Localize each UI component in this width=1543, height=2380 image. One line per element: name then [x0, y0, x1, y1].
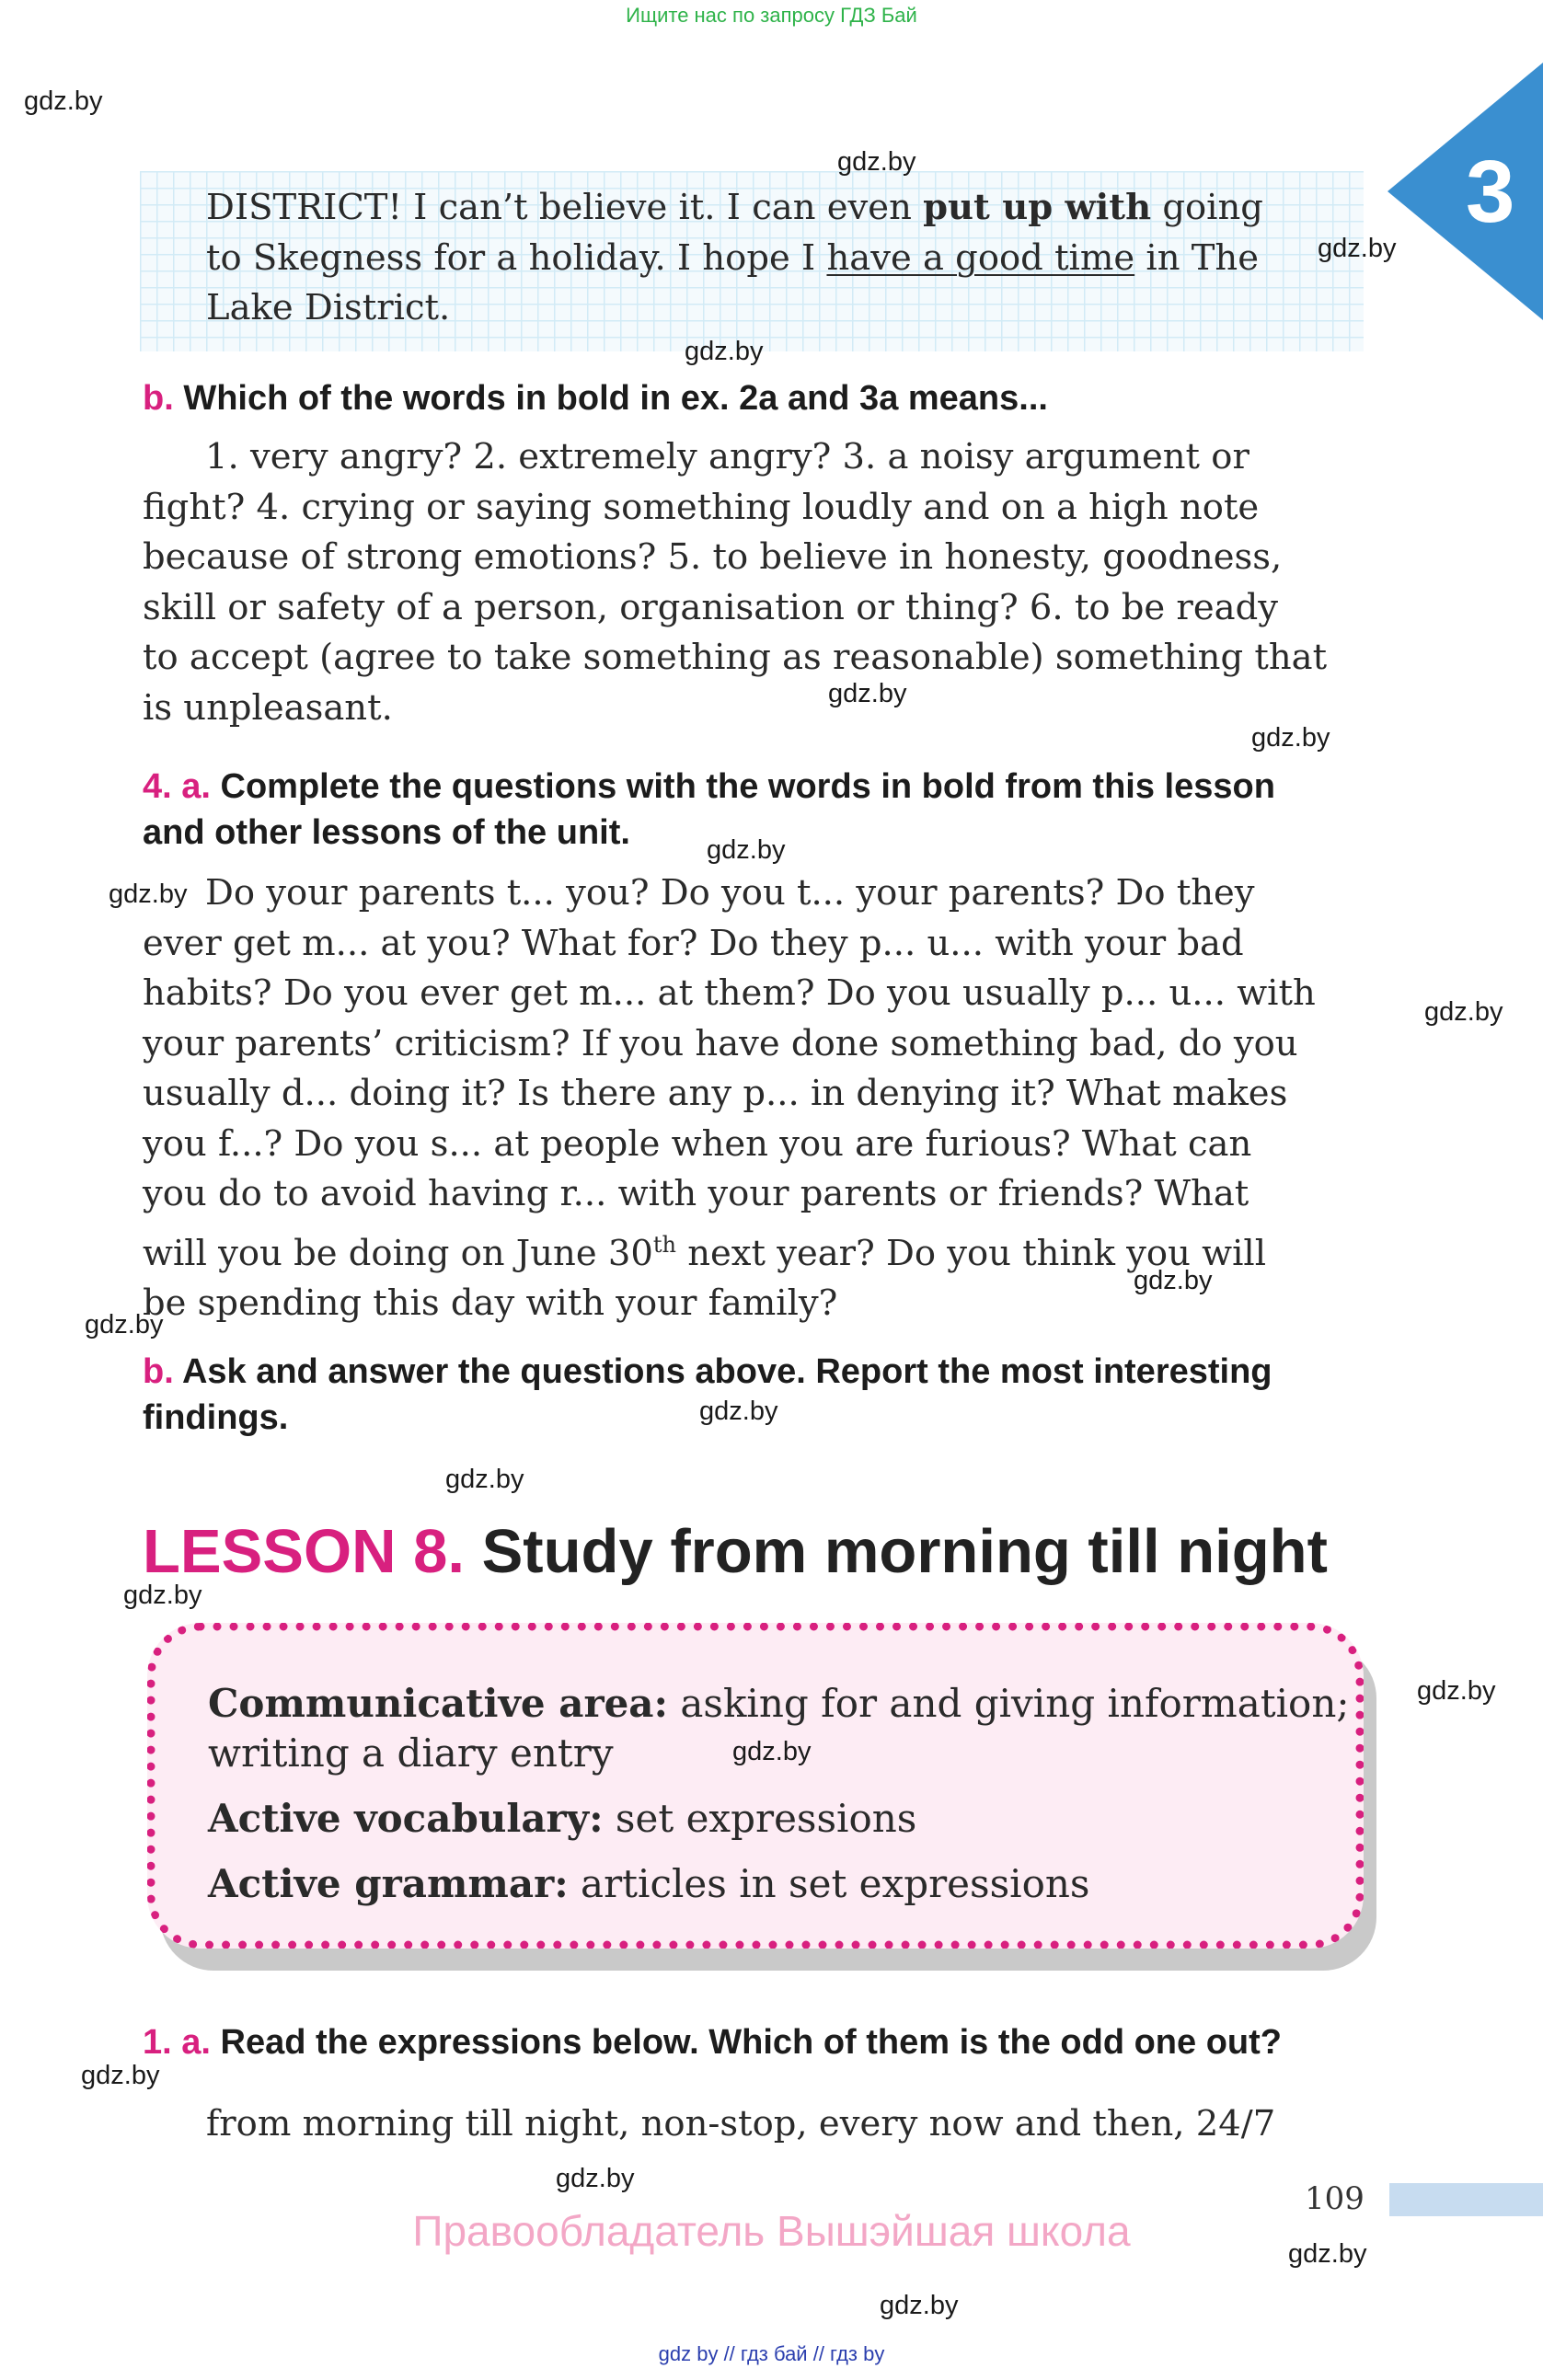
active-vocabulary: Active vocabulary: set expressions — [208, 1796, 917, 1841]
ex4a-line: Do your parents t... you? Do you t... your parents? Do they — [205, 872, 1255, 914]
ex4a-line: your parents’ criticism? If you have done something bad, do you — [143, 1022, 1298, 1064]
ex3b-line: 1. very angry? 2. extremely angry? 3. a noisy argument or — [205, 436, 1249, 477]
ex3b-line: fight? 4. crying or saying something loudly and on a high note — [143, 486, 1260, 528]
watermark: gdz.by — [699, 1397, 778, 1426]
ex1a-instruction: 1. a. Read the expressions below. Which of them is the odd one out? — [143, 2023, 1283, 2062]
watermark: gdz.by — [828, 679, 907, 708]
ex4b-letter: b. — [143, 1352, 174, 1391]
watermark: gdz.by — [837, 147, 916, 177]
ex1a-letter: a. — [181, 2023, 211, 2062]
ex1a-expressions: from morning till night, non-stop, every now and then, 24/7 — [206, 2103, 1276, 2144]
ex3b-letter: b. — [143, 379, 174, 418]
ex3b-line: to accept (agree to take something as reasonable) something that — [143, 637, 1328, 678]
watermark: gdz.by — [1251, 723, 1330, 753]
passage-text — [206, 183, 1263, 334]
watermark: gdz.by — [1424, 997, 1503, 1027]
watermark: gdz.by — [109, 880, 188, 909]
underlined-phrase: have a good time — [826, 236, 1135, 279]
page-number: 109 — [1305, 2180, 1365, 2217]
ex3b-line: because of strong emotions? 5. to believe in honesty, goodness, — [143, 536, 1283, 578]
bold-phrase: put up with — [923, 187, 1152, 228]
lesson-number: LESSON 8. — [143, 1517, 465, 1586]
ex3b-line: skill or safety of a person, organisation or thing? 6. to be ready — [143, 586, 1278, 628]
ex3b-text — [143, 432, 1366, 733]
search-banner[interactable]: Ищите нас по запросу ГДЗ Бай — [626, 4, 917, 27]
passage-line-3: Lake District. — [206, 287, 451, 328]
ex4a-instruction: 4. a. Complete the questions with the words in bold from this lesson and other lessons of the unit. — [143, 767, 1275, 852]
passage-line-1: DISTRICT! I can’t believe it. I can even put up with going — [206, 187, 1263, 228]
ex4a-line: you do to avoid having r... with your parents or friends? What — [143, 1173, 1249, 1214]
ex3b-line: is unpleasant. — [143, 686, 393, 729]
watermark: gdz.by — [685, 337, 764, 366]
watermark: gdz.by — [1134, 1266, 1213, 1295]
watermark: gdz.by — [445, 1465, 524, 1494]
watermark: gdz.by — [1417, 1676, 1496, 1706]
ex4a-line: usually d... doing it? Is there any p... in denying it? What makes — [143, 1073, 1288, 1114]
superscript-th: th — [652, 1231, 676, 1258]
lesson-name: Study from morning till night — [481, 1517, 1328, 1586]
watermark: gdz.by — [556, 2164, 635, 2193]
ex4a-text — [143, 868, 1376, 1328]
communicative-area-cont: writing a diary entry — [208, 1730, 614, 1776]
ex4a-line: will you be doing on June 30th next year? Do you think you will — [143, 1231, 1267, 1274]
ex4a-number: 4. — [143, 767, 172, 806]
watermark: gdz.by — [85, 1310, 164, 1339]
chapter-tab — [1388, 63, 1543, 320]
watermark: gdz.by — [81, 2061, 160, 2090]
communicative-area: Communicative area: asking for and giving information; — [208, 1681, 1350, 1726]
watermark: gdz.by — [24, 86, 103, 116]
ex4a-line: be spending this day with your family? — [143, 1282, 838, 1324]
ex4b-instruction: b. Ask and answer the questions above. Report the most interesting findings. — [143, 1352, 1272, 1437]
lesson-title — [143, 1516, 1328, 1587]
lesson-objectives-text — [208, 1679, 1350, 1909]
ex4a-line: you f...? Do you s... at people when you are furious? What can — [143, 1122, 1252, 1165]
watermark: gdz.by — [1318, 234, 1397, 263]
active-grammar: Active grammar: articles in set expressions — [208, 1861, 1090, 1906]
watermark: gdz.by — [1288, 2239, 1367, 2269]
watermark: gdz.by — [123, 1581, 202, 1610]
ex3b-instruction: b. Which of the words in bold in ex. 2a and 3a means... — [143, 379, 1048, 418]
ex1a-number: 1. — [143, 2023, 172, 2062]
ex4a-line: ever get m... at you? What for? Do they p... u... with your bad — [143, 922, 1244, 964]
passage-line-2: to Skegness for a holiday. I hope I have a good time in The — [206, 236, 1260, 279]
watermark: gdz.by — [707, 835, 786, 865]
footer-links[interactable]: gdz by // гдз бай // гдз by — [658, 2342, 885, 2365]
ex4a-letter: a. — [181, 767, 211, 806]
watermark: gdz.by — [880, 2291, 959, 2320]
watermark: gdz.by — [732, 1737, 812, 1766]
copyright-notice: Правообладатель Вышэйшая школа — [412, 2207, 1131, 2255]
ex4a-line: habits? Do you ever get m... at them? Do you usually p... u... with — [143, 972, 1316, 1014]
chapter-number: 3 — [1466, 143, 1515, 241]
